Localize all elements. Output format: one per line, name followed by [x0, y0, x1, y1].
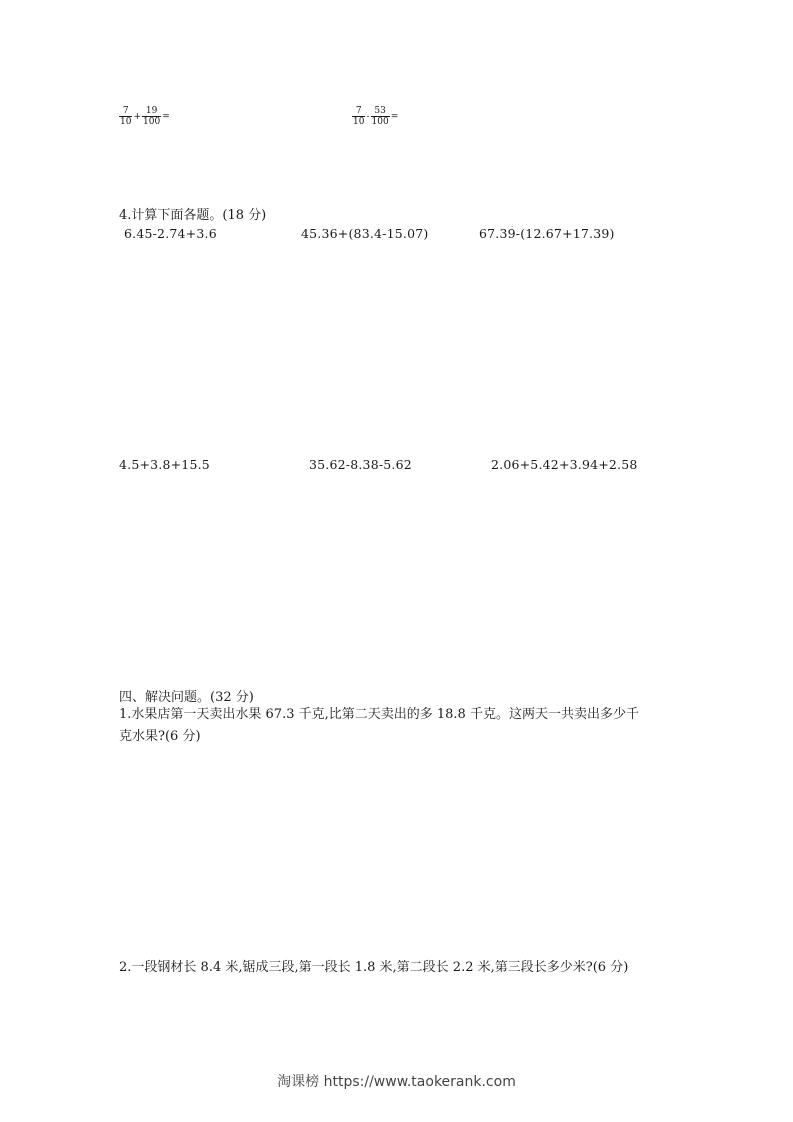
expression-1: 6.45-2.74+3.6 [124, 226, 217, 241]
expression-6: 2.06+5.42+3.94+2.58 [491, 457, 638, 472]
word-problem-2: 2.一段钢材长 8.4 米,锯成三段,第一段长 1.8 米,第二段长 2.2 米,第三段长多少米?(6 分) [119, 960, 629, 975]
fraction-b: $\frac{53}{100}$ [371, 106, 389, 127]
fraction-a: $\frac{7}{10}$ [353, 106, 365, 127]
fraction-b: $\frac{19}{100}$ [143, 106, 161, 127]
expression-2: 45.36+(83.4-15.07) [301, 226, 429, 241]
expression-3: 67.39-(12.67+17.39) [479, 226, 615, 241]
fraction-problem-2: $\frac{7}{10}$ - $\frac{53}{100}$ = [353, 106, 399, 127]
expression-5: 35.62-8.38-5.62 [309, 457, 412, 472]
part-4-heading: 四、解决问题。(32 分) [119, 690, 254, 705]
section-4-heading: 4.计算下面各题。(18 分) [119, 208, 267, 223]
word-problem-1-line-2: 克水果?(6 分) [119, 729, 201, 744]
expression-4: 4.5+3.8+15.5 [119, 457, 210, 472]
fraction-problem-1: $\frac{7}{10}$ + $\frac{19}{100}$ = [120, 106, 170, 127]
word-problem-1-line-1: 1.水果店第一天卖出水果 67.3 千克,比第二天卖出的多 18.8 千克。这两天一共卖出多少千 [119, 707, 639, 722]
footer-watermark: 淘课榜 https://www.taokerank.com [277, 1074, 516, 1090]
fraction-a: $\frac{7}{10}$ [120, 106, 132, 127]
